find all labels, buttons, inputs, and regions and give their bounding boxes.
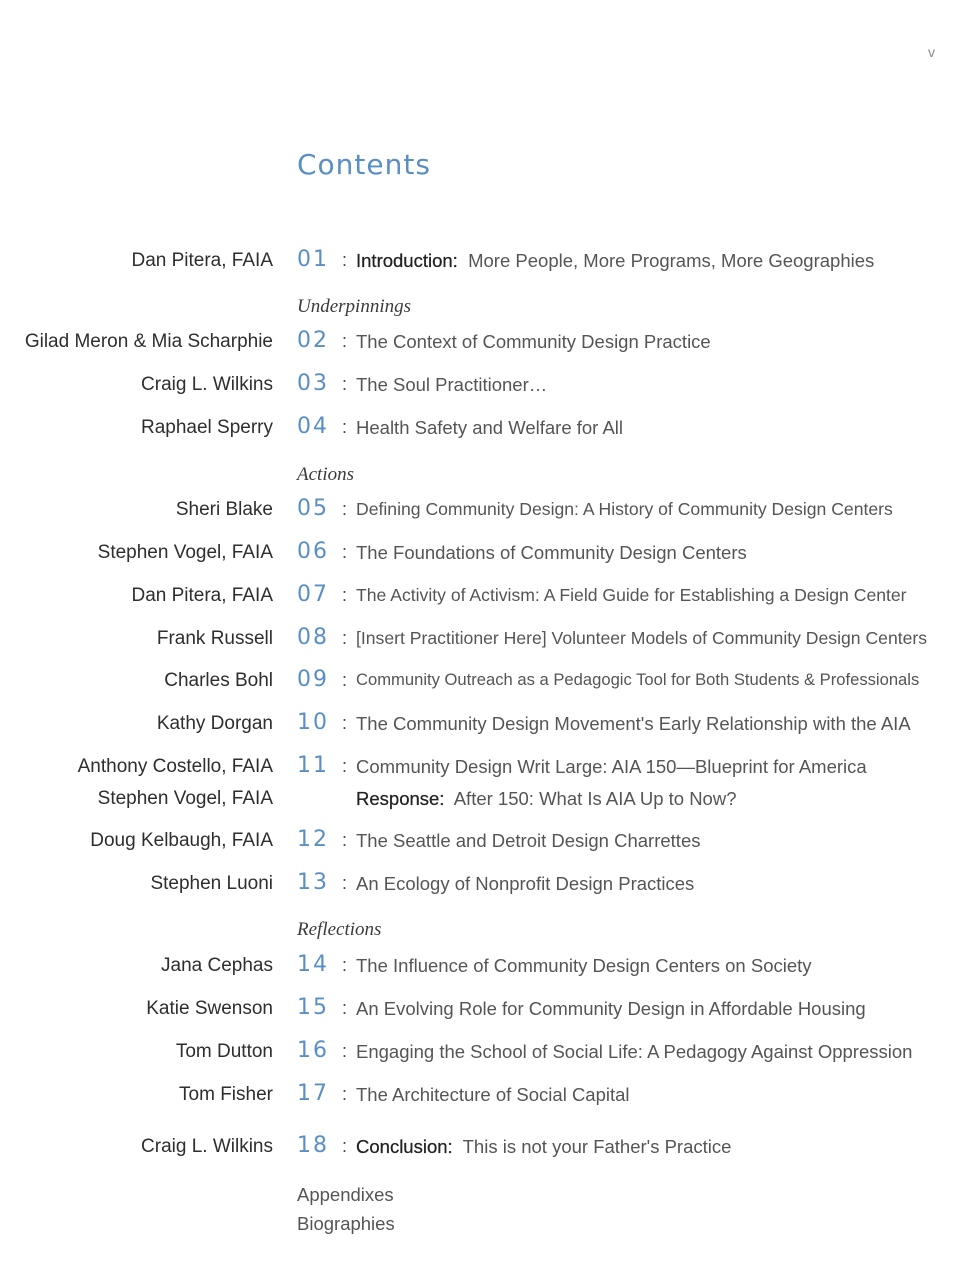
chapter-title[interactable]: The Soul Practitioner… [356, 374, 548, 395]
separator: : [342, 670, 348, 690]
chapter-title-text: More People, More Programs, More Geographies [468, 250, 875, 271]
chapter-title[interactable]: [Insert Practitioner Here] Volunteer Models of Community Design Centers [356, 628, 928, 648]
separator: : [342, 628, 348, 648]
chapter-title[interactable]: The Seattle and Detroit Design Charrettes [356, 830, 701, 851]
chapter-title[interactable]: The Architecture of Social Capital [356, 1084, 630, 1105]
back-matter-appendixes[interactable]: Appendixes [297, 1184, 394, 1205]
response-title-text: After 150: What Is AIA Up to Now? [453, 788, 737, 809]
chapter-number: 09 [297, 667, 329, 692]
toc-entry-15[interactable] [0, 995, 979, 1028]
chapter-number: 13 [297, 870, 329, 895]
toc-entry-13[interactable] [0, 870, 979, 903]
chapter-lead: Introduction: [356, 250, 458, 271]
toc-entry-04[interactable] [0, 414, 979, 447]
entry-author: Frank Russell [156, 628, 273, 649]
entry-author: Kathy Dorgan [156, 713, 273, 734]
toc-entry-02[interactable] [0, 328, 979, 361]
entry-author: Jana Cephas [161, 955, 273, 976]
chapter-number: 01 [297, 247, 329, 272]
entry-author: Sheri Blake [175, 499, 273, 520]
section-heading-underpinnings: Underpinnings [297, 296, 411, 317]
entry-author: Raphael Sperry [140, 417, 273, 438]
toc-entry-17[interactable] [0, 1081, 979, 1114]
chapter-number: 02 [297, 328, 329, 353]
entry-author: Craig L. Wilkins [141, 1136, 273, 1157]
separator: : [342, 756, 348, 776]
chapter-number: 05 [297, 496, 329, 521]
toc-entry-18[interactable] [0, 1133, 979, 1166]
chapter-number: 11 [297, 753, 329, 778]
separator: : [342, 331, 348, 351]
response-lead: Response: [356, 788, 445, 809]
toc-entry-16[interactable] [0, 1038, 979, 1071]
chapter-number: 10 [297, 710, 329, 735]
chapter-number: 18 [297, 1133, 329, 1158]
chapter-title[interactable]: The Activity of Activism: A Field Guide for Establishing a Design Center [356, 585, 907, 605]
chapter-number: 12 [297, 827, 329, 852]
chapter-title[interactable]: An Ecology of Nonprofit Design Practices [356, 873, 695, 894]
page-title: Contents [297, 148, 431, 181]
chapter-number: 14 [297, 952, 329, 977]
toc-entry-09[interactable] [0, 667, 979, 700]
response-title[interactable] [356, 788, 737, 810]
entry-author: Doug Kelbaugh, FAIA [90, 830, 273, 851]
entry-author: Stephen Luoni [150, 873, 273, 894]
separator: : [342, 374, 348, 394]
entry-author: Gilad Meron & Mia Scharphie [24, 331, 273, 352]
separator: : [342, 417, 348, 437]
separator: : [342, 1084, 348, 1104]
entry-author: Charles Bohl [164, 670, 273, 691]
toc-entry-12[interactable] [0, 827, 979, 860]
toc-entry-08[interactable] [0, 625, 979, 658]
chapter-title[interactable]: The Influence of Community Design Centers on Society [356, 955, 812, 976]
back-matter-biographies[interactable]: Biographies [297, 1213, 395, 1234]
entry-author: Tom Dutton [175, 1041, 273, 1062]
toc-entry-06[interactable] [0, 539, 979, 572]
chapter-number: 16 [297, 1038, 329, 1063]
toc-entry-01[interactable] [0, 247, 979, 280]
separator: : [342, 873, 348, 893]
chapter-title-text: This is not your Father's Practice [462, 1136, 732, 1157]
chapter-number: 04 [297, 414, 329, 439]
chapter-lead: Conclusion: [356, 1136, 453, 1157]
section-heading-actions: Actions [297, 464, 354, 485]
chapter-title[interactable]: The Community Design Movement's Early Relationship with the AIA [356, 713, 911, 734]
separator: : [342, 250, 348, 270]
separator: : [342, 585, 348, 605]
separator: : [342, 713, 348, 733]
toc-entry-11[interactable] [0, 753, 979, 786]
toc-entry-03[interactable] [0, 371, 979, 404]
chapter-title[interactable] [356, 250, 874, 272]
toc-entry-05[interactable] [0, 496, 979, 529]
chapter-title[interactable]: Community Design Writ Large: AIA 150—Blueprint for America [356, 756, 867, 777]
response-author: Stephen Vogel, FAIA [97, 788, 273, 809]
toc-entry-07[interactable] [0, 582, 979, 615]
separator: : [342, 542, 348, 562]
entry-author: Dan Pitera, FAIA [131, 250, 273, 271]
chapter-title[interactable]: The Foundations of Community Design Centers [356, 542, 747, 563]
section-heading-reflections: Reflections [297, 919, 382, 940]
chapter-title[interactable] [356, 1136, 731, 1158]
toc-entry-14[interactable] [0, 952, 979, 985]
entry-author: Tom Fisher [179, 1084, 273, 1105]
toc-entry-10[interactable] [0, 710, 979, 743]
chapter-number: 07 [297, 582, 329, 607]
chapter-title[interactable]: The Context of Community Design Practice [356, 331, 711, 352]
entry-author: Katie Swenson [146, 998, 273, 1019]
toc-entry-11-response[interactable] [0, 788, 979, 818]
entry-author: Anthony Costello, FAIA [77, 756, 273, 777]
chapter-number: 17 [297, 1081, 329, 1106]
page-number: v [928, 44, 935, 60]
entry-author: Dan Pitera, FAIA [131, 585, 273, 606]
chapter-number: 15 [297, 995, 329, 1020]
separator: : [342, 998, 348, 1018]
separator: : [342, 1136, 348, 1156]
entry-author: Craig L. Wilkins [141, 374, 273, 395]
chapter-title[interactable]: Health Safety and Welfare for All [356, 417, 624, 438]
chapter-title[interactable]: Defining Community Design: A History of Community Design Centers [356, 499, 893, 519]
chapter-number: 08 [297, 625, 329, 650]
separator: : [342, 499, 348, 519]
chapter-number: 03 [297, 371, 329, 396]
chapter-number: 06 [297, 539, 329, 564]
chapter-title[interactable]: An Evolving Role for Community Design in Affordable Housing [356, 998, 866, 1019]
separator: : [342, 830, 348, 850]
separator: : [342, 955, 348, 975]
chapter-title[interactable]: Community Outreach as a Pedagogic Tool for Both Students & Professionals [356, 670, 920, 689]
separator: : [342, 1041, 348, 1061]
entry-author: Stephen Vogel, FAIA [97, 542, 273, 563]
chapter-title[interactable]: Engaging the School of Social Life: A Pedagogy Against Oppression [356, 1041, 913, 1062]
